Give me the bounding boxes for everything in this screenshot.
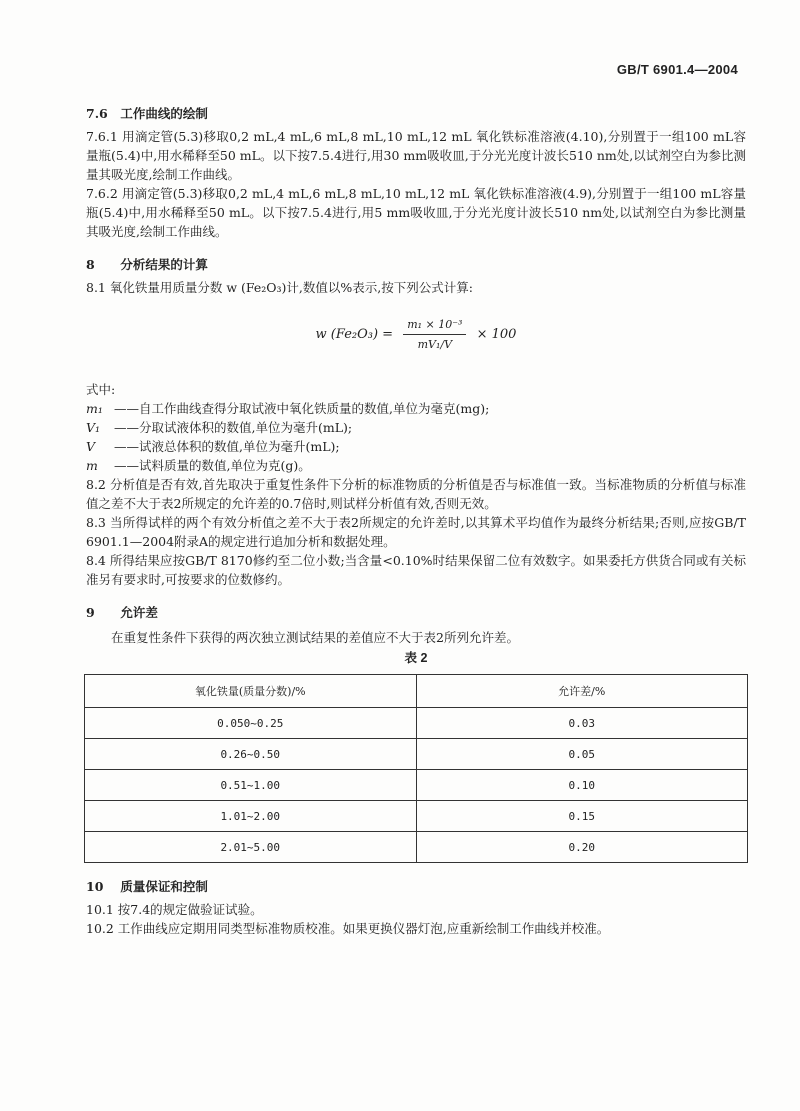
definition-text: ——自工作曲线查得分取试液中氧化铁质量的数值,单位为毫克(mg); (114, 401, 490, 416)
section-title: 允许差 (120, 605, 158, 620)
definition-text: ——试料质量的数值,单位为克(g)。 (114, 458, 311, 473)
table-cell: 0.51~1.00 (85, 770, 417, 801)
table-cell: 1.01~2.00 (85, 801, 417, 832)
formula-fraction (403, 315, 466, 354)
column-header: 允许差/% (416, 675, 748, 708)
table-row (85, 832, 748, 863)
paragraph-7-6-2: 7.6.2 用滴定管(5.3)移取0,2 mL,4 mL,6 mL,8 mL,10 mL,12 mL 氧化铁标准溶液(4.9),分别置于一组100 mL容量瓶(5.4)中,用水稀释至50 mL。以下按7.5.4进行,用5 mm吸收皿,于分光光度计波长510 nm处,以试剂空白为参比测量其吸光度,绘制工作曲线。 (86, 186, 746, 239)
section-8-heading (86, 255, 746, 274)
table-cell: 0.05 (416, 739, 748, 770)
table-cell: 0.20 (416, 832, 748, 863)
table-cell: 0.15 (416, 801, 748, 832)
table-row (85, 770, 748, 801)
section-10-heading (86, 877, 746, 896)
definition-item (86, 437, 746, 456)
section-number: 8 (86, 257, 95, 272)
definition-text: ——分取试液体积的数值,单位为毫升(mL); (114, 420, 353, 435)
table-row (85, 708, 748, 739)
table-cell: 0.10 (416, 770, 748, 801)
paragraph-9: 在重复性条件下获得的两次独立测试结果的差值应不大于表2所列允许差。 (111, 630, 519, 645)
table-caption: 表 2 (404, 651, 428, 665)
table-cell: 0.26~0.50 (85, 739, 417, 770)
paragraph-10-1: 10.1 按7.4的规定做验证试验。 (86, 902, 263, 917)
paragraph-10-2: 10.2 工作曲线应定期用同类型标准物质校准。如果更换仪器灯泡,应重新绘制工作曲线并校准。 (86, 921, 610, 936)
document-body (86, 104, 746, 938)
symbol: m (86, 458, 98, 473)
formula-rhs: × 100 (476, 327, 517, 342)
section-9-heading (86, 603, 746, 622)
formula-numerator: m₁ × 10⁻³ (403, 315, 466, 335)
table-header-row (85, 675, 748, 708)
symbol: V (86, 439, 96, 454)
definition-item (86, 456, 746, 475)
column-header: 氧化铁量(质量分数)/% (85, 675, 417, 708)
section-number: 10 (86, 879, 104, 894)
section-title: 质量保证和控制 (120, 879, 208, 894)
table-cell: 0.03 (416, 708, 748, 739)
paragraph-8-4: 8.4 所得结果应按GB/T 8170修约至二位小数;当含量<0.10%时结果保留二位有效数字。如果委托方供货合同或有关标准另有要求时,可按要求的位数修约。 (86, 553, 746, 587)
paragraph-8-1: 8.1 氧化铁量用质量分数 w (Fe₂O₃)计,数值以%表示,按下列公式计算: (86, 280, 473, 295)
symbol: V₁ (86, 420, 101, 435)
where-label: 式中: (86, 382, 116, 397)
symbol: m₁ (86, 401, 103, 416)
table-row (85, 739, 748, 770)
section-number: 7.6 (86, 106, 108, 121)
formula-lhs: w (Fe₂O₃) = (315, 327, 394, 342)
definition-item (86, 399, 746, 418)
table-cell: 2.01~5.00 (85, 832, 417, 863)
paragraph-7-6-1: 7.6.1 用滴定管(5.3)移取0,2 mL,4 mL,6 mL,8 mL,10 mL,12 mL 氧化铁标准溶液(4.10),分别置于一组100 mL容量瓶(5.4)中,用水稀释至50 mL。以下按7.5.4进行,用30 mm吸收皿,于分光光度计波长510 nm处,以试剂空白为参比测量其吸光度,绘制工作曲线。 (86, 129, 746, 182)
section-7-6-heading (86, 104, 746, 123)
definition-text: ——试液总体积的数值,单位为毫升(mL); (114, 439, 340, 454)
formula-denominator: mV₁/V (417, 338, 453, 351)
paragraph-8-2: 8.2 分析值是否有效,首先取决于重复性条件下分析的标准物质的分析值是否与标准值一致。当标准物质的分析值与标准值之差不大于表2所规定的允许差的0.7倍时,则试样分析值有效,否则无效。 (86, 477, 746, 511)
table-cell: 0.050~0.25 (85, 708, 417, 739)
table-row (85, 801, 748, 832)
tolerance-table (84, 674, 748, 863)
section-title: 分析结果的计算 (120, 257, 208, 272)
paragraph-8-3: 8.3 当所得试样的两个有效分析值之差不大于表2所规定的允许差时,以其算术平均值作为最终分析结果;否则,应按GB/T 6901.1—2004附录A的规定进行追加分析和数据处理。 (86, 515, 746, 549)
definition-item (86, 418, 746, 437)
standard-number: GB/T 6901.4—2004 (616, 62, 738, 77)
formula (86, 315, 746, 354)
symbol-definitions (86, 399, 746, 475)
section-title: 工作曲线的绘制 (120, 106, 208, 121)
section-number: 9 (86, 605, 95, 620)
